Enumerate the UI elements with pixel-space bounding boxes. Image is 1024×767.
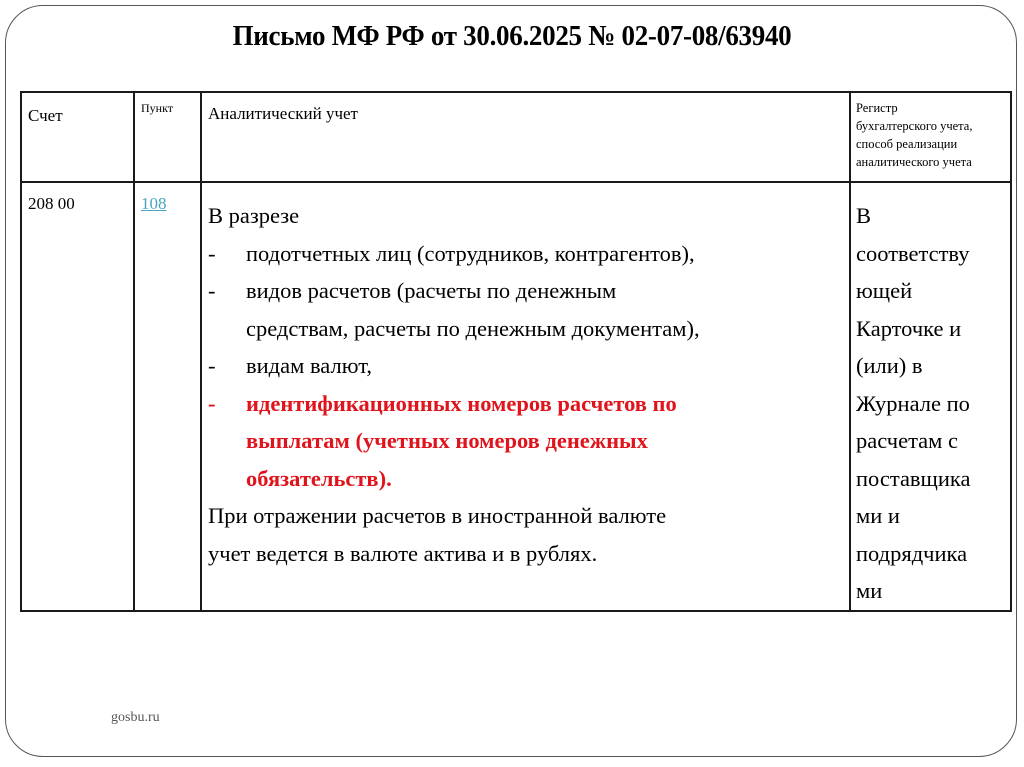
cell-point: [134, 182, 201, 611]
analytic-bullet: - видам валют,: [208, 353, 372, 378]
table-row: [21, 182, 1011, 611]
cell-register: В соответству ющей Карточке и (или) в Журнале по расчетам с поставщика ми и подрядчика ми: [850, 182, 1011, 611]
point-link[interactable]: 108: [141, 194, 167, 213]
header-register: Регистр бухгалтерского учета, способ реализации аналитического учета: [850, 92, 1011, 182]
header-analytic: Аналитический учет: [201, 92, 850, 182]
cell-account: 208 00: [21, 182, 134, 611]
footer-site-label: gosbu.ru: [111, 710, 160, 725]
slide-title: Письмо МФ РФ от 30.06.2025 № 02-07-08/63940: [232, 20, 792, 52]
analytic-bullet: - подотчетных лиц (сотрудников, контрагентов),: [208, 240, 695, 266]
analytic-note: При отражении расчетов в иностранной валюте: [208, 503, 667, 528]
analytic-bullet-highlighted: - идентификационных номеров расчетов по выплатам (учетных номеров денежных обязательств).: [208, 390, 677, 491]
header-point: Пункт: [134, 92, 201, 182]
cell-analytic: [201, 182, 850, 611]
analytic-intro: В разрезе: [208, 203, 300, 228]
analytic-note: учет ведется в валюте актива и в рублях.: [208, 540, 598, 566]
accounting-table: [20, 91, 1012, 612]
header-account: Счет: [21, 92, 134, 182]
analytic-bullet: - видов расчетов (расчеты по денежным средствам, расчеты по денежным документам),: [208, 278, 700, 341]
table-header-row: [21, 92, 1011, 182]
